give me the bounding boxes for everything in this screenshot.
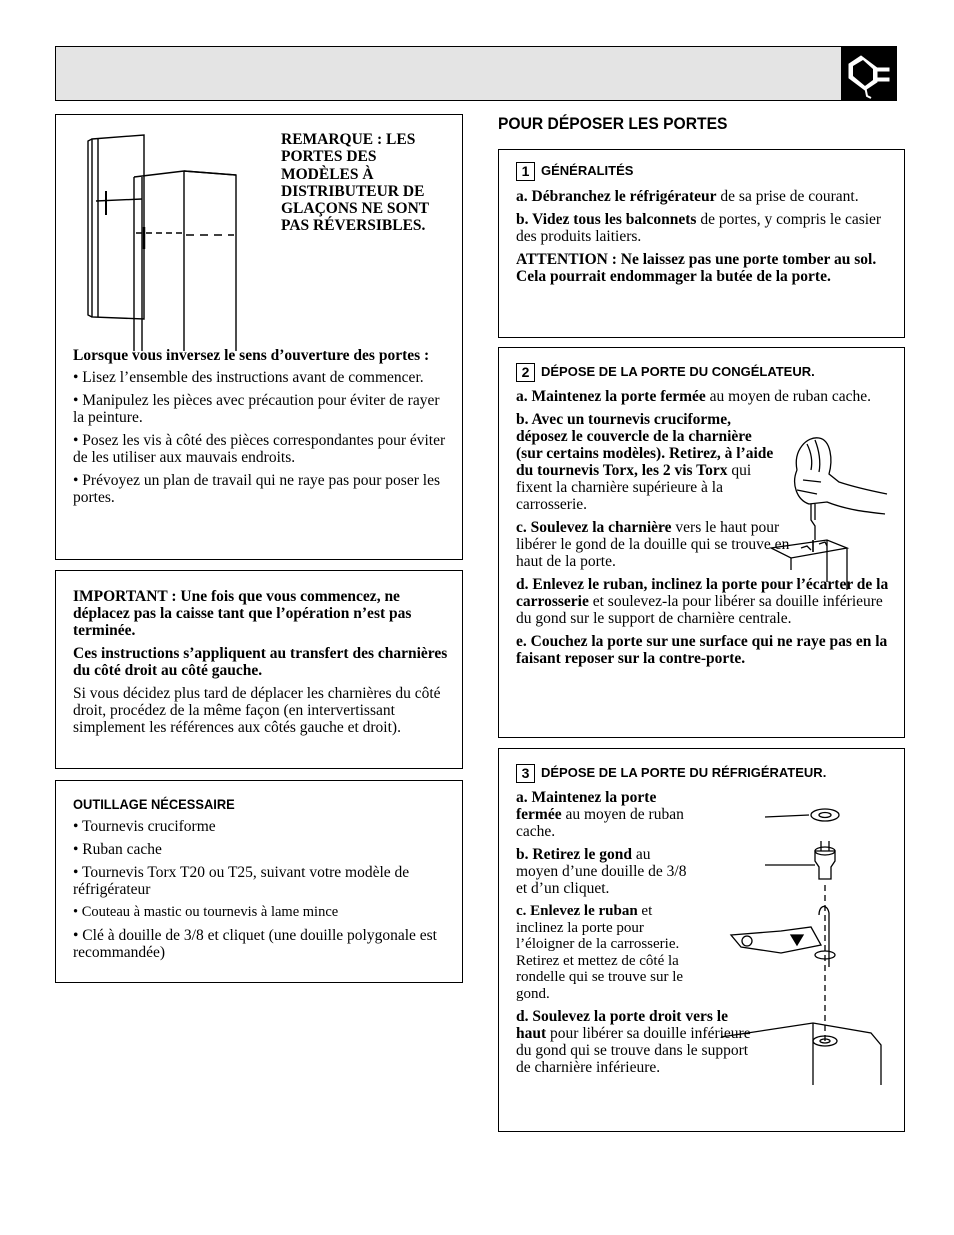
step-text: au moyen d’une douille de 3/8 et d’un cliquet. (516, 846, 687, 897)
step-text: au moyen de ruban cache. (705, 388, 872, 405)
plug-icon (841, 46, 897, 101)
reverse-title: Lorsque vous inversez le sens d’ouverture des portes : (73, 347, 430, 364)
step-number: 1 (516, 162, 535, 181)
tools-box (55, 780, 463, 983)
step-number: 3 (516, 764, 535, 783)
note-text: REMARQUE : LES PORTES DES MODÈLES À DISTRIBUTEUR DE GLAÇONS NE SONT PAS RÉVERSIBLES. (281, 131, 429, 235)
step-text-bold: d. Enlevez le ruban, inclinez la porte pour l’écarter de la carrosserie (516, 576, 889, 610)
step-text: et inclinez la porte pour l’éloigner de la carrosserie. Retirez et mettez de côté la rondelle qui se trouve sur le gond. (516, 903, 684, 1002)
step-text: de portes, y compris le casier des produits laitiers. (516, 211, 882, 245)
step-text: qui fixent la charnière supérieure à la carrosserie. (516, 462, 752, 513)
important-text-2: Ces instructions s’appliquent au transfert des charnières du côté droit au côté gauche. (73, 645, 448, 679)
list-item: • Posez les vis à côté des pièces correspondantes pour éviter de les utiliser aux mauvais endroits. (73, 432, 446, 466)
step-text-bold: a. Débranchez le réfrigérateur (516, 188, 717, 205)
header-bar (55, 46, 897, 101)
step1-box (498, 149, 905, 338)
step-heading: GÉNÉRALITÉS (541, 163, 634, 179)
step-text-bold: c. Enlevez le ruban (516, 903, 638, 919)
refrigerator-illustration (84, 131, 264, 351)
step-text-bold: b. Avec un tournevis cruciforme, déposez le couvercle de la charnière (sur certains modèles). Retirez, à l’aide du tournevis Torx, les 2 vis Torx (516, 411, 774, 479)
step-text-bold: b. Videz tous les balconnets (516, 211, 697, 228)
list-item: • Clé à douille de 3/8 et cliquet (une douille polygonale est recommandée) (73, 927, 437, 961)
tools-title: OUTILLAGE NÉCESSAIRE (73, 796, 235, 812)
step-number: 2 (516, 363, 535, 382)
step-text: de sa prise de courant. (716, 188, 859, 205)
important-box (55, 570, 463, 769)
list-item: • Couteau à mastic ou tournevis à lame mince (73, 904, 339, 920)
step-heading: DÉPOSE DE LA PORTE DU CONGÉLATEUR. (541, 364, 815, 380)
step-heading: DÉPOSE DE LA PORTE DU RÉFRIGÉRATEUR. (541, 765, 827, 781)
list-item: • Tournevis Torx T20 ou T25, suivant votre modèle de réfrigérateur (73, 864, 410, 898)
step-text: pour libérer sa douille inférieure du gond qui se trouve dans le support de charnière inférieure. (516, 1025, 751, 1076)
list-item: • Tournevis cruciforme (73, 818, 216, 835)
step3-box (498, 748, 905, 1132)
list-item: • Lisez l’ensemble des instructions avant de commencer. (73, 369, 424, 386)
step-text-bold: e. Couchez la porte sur une surface qui ne raye pas en la faisant reposer sur la contre-porte. (516, 633, 888, 667)
list-item: • Ruban cache (73, 841, 162, 858)
reverse-doors-box (55, 114, 463, 560)
step-text-bold: b. Retirez le gond (516, 846, 632, 863)
important-text: IMPORTANT : Une fois que vous commencez, ne déplacez pas la caisse tant que l’opération n’est pas terminée. (73, 588, 412, 639)
step-text-bold: d. Soulevez la porte droit vers le haut (516, 1008, 728, 1042)
step-text-bold: c. Soulevez la charnière (516, 519, 672, 536)
attention-text: ATTENTION : Ne laissez pas une porte tomber au sol. Cela pourrait endommager la butée de la porte. (516, 251, 877, 285)
step-text: et soulevez-la pour libérer sa douille inférieure du gond sur le support de charnière centrale. (516, 593, 883, 627)
step-text: au moyen de ruban cache. (516, 806, 684, 840)
important-text-3: Si vous décidez plus tard de déplacer les charnières du côté droit, procédez de la même façon (en intervertissant simplement les références aux côtés gauche et droit). (73, 685, 441, 736)
step-text-bold: a. Maintenez la porte fermée (516, 789, 657, 823)
step-text: vers le haut pour libérer le gond de la douille qui se trouve en haut de la porte. (516, 519, 790, 570)
list-item: • Manipulez les pièces avec précaution pour éviter de rayer la peinture. (73, 392, 440, 426)
list-item: • Prévoyez un plan de travail qui ne raye pas pour poser les portes. (73, 472, 440, 506)
section-title: POUR DÉPOSER LES PORTES (498, 114, 728, 133)
step2-box (498, 347, 905, 738)
step-text-bold: a. Maintenez la porte fermée (516, 388, 706, 405)
